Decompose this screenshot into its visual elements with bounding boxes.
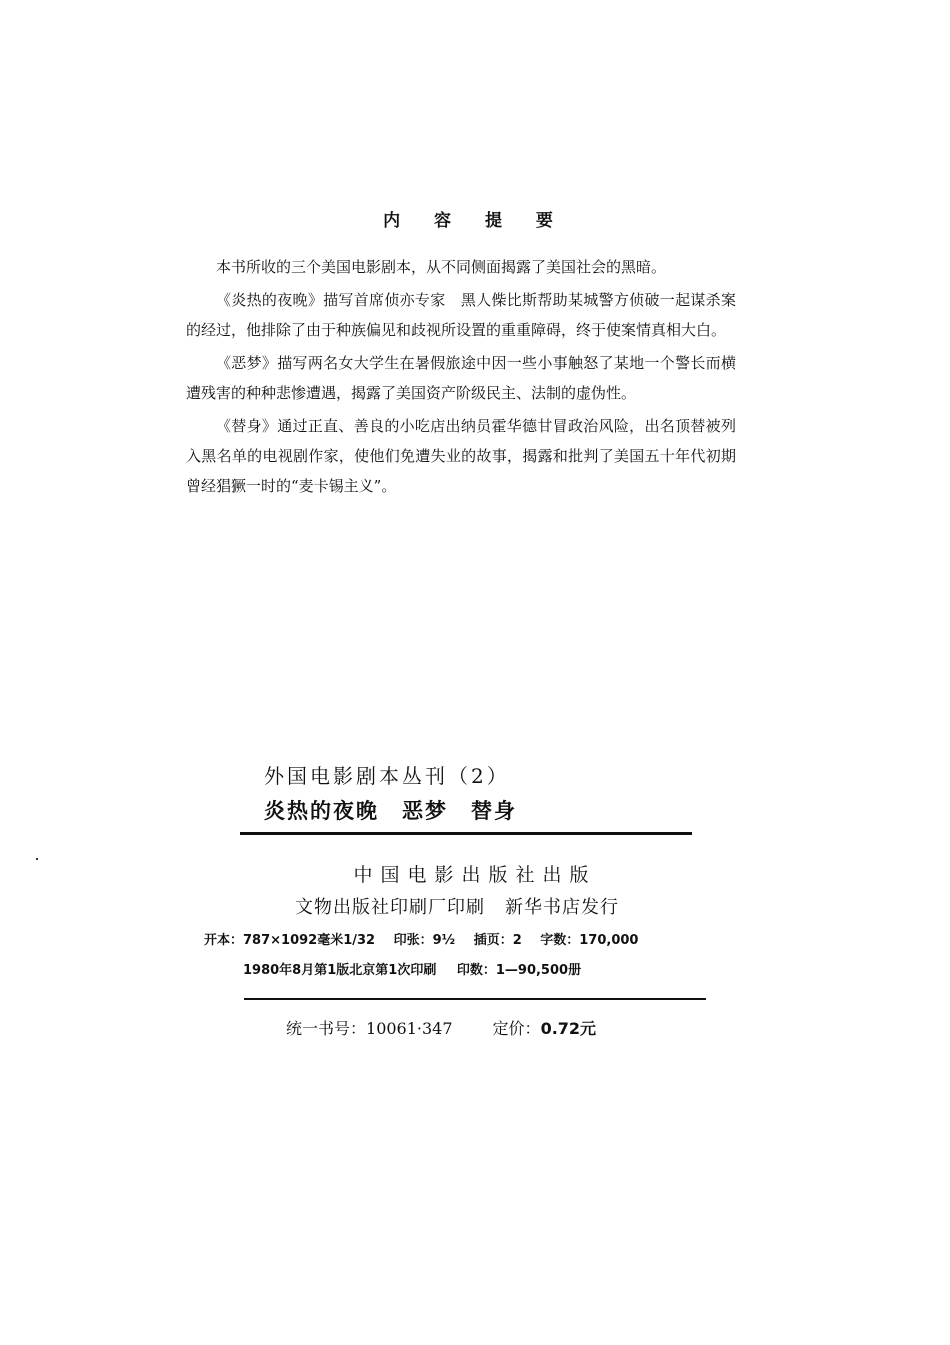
- book-number-label: 统一书号：: [286, 1019, 367, 1038]
- distributor: 新华书店发行: [505, 897, 619, 918]
- book-title: 炎热的夜晚 恶梦 替身: [264, 799, 517, 823]
- summary-paragraph-2: 《炎热的夜晚》描写首席侦亦专家 黑人偨比斯帮助某城警方侦破一起谋杀案的经过，他排除了由于种族偏见和歧视所设置的重重障碍，终于使案情真相大白。: [186, 291, 736, 339]
- printer: 文物出版社印刷厂印刷: [295, 897, 485, 918]
- specs-line: [204, 929, 638, 948]
- printer-line: [295, 893, 619, 919]
- book-number: 10061·347: [366, 1019, 453, 1038]
- format: 开本：787×1092毫米1/32: [204, 933, 376, 948]
- summary-paragraph-1: 本书所收的三个美国电影剧本，从不同侧面揭露了美国社会的黑暗。: [216, 258, 667, 276]
- print-run: 印数：1—90,500册: [456, 963, 582, 978]
- word-count: 字数：170,000: [540, 933, 639, 948]
- summary-paragraph-4: 《替身》通过正直、善良的小吃店出纳员霍华德甘冒政治风险，出名顶替被列入黑名单的电视剧作家，使他们免遭失业的故事，揭露和批判了美国五十年代初期曾经猖獗一时的“麦卡锡主义”。: [186, 417, 736, 495]
- book-number-price-line: [286, 1016, 596, 1039]
- price-label: 定价：: [492, 1019, 541, 1038]
- colophon-top-rule: [240, 832, 692, 835]
- edition-line: [243, 959, 581, 978]
- edition: 1980年8月第1版北京第1次印刷: [243, 963, 437, 978]
- series-title: 外国电影剧本丛刊（2）: [264, 764, 510, 788]
- summary-paragraph-3: 《恶梦》描写两名女大学生在暑假旅途中因一些小事触怒了某地一个警长而横遭残害的种种悲惨遭遇，揭露了美国资产阶级民主、法制的虚伪性。: [186, 354, 736, 402]
- price: 0.72元: [540, 1019, 597, 1038]
- summary-title: 内 容 提 要: [383, 211, 567, 231]
- colophon-bottom-rule: [244, 998, 706, 1000]
- summary-body: [186, 252, 736, 504]
- sheets: 印张：9½: [393, 933, 456, 948]
- scan-speck: [36, 858, 38, 860]
- plates: 插页：2: [473, 933, 522, 948]
- publisher-line: 中国电影出版社出版: [353, 864, 597, 886]
